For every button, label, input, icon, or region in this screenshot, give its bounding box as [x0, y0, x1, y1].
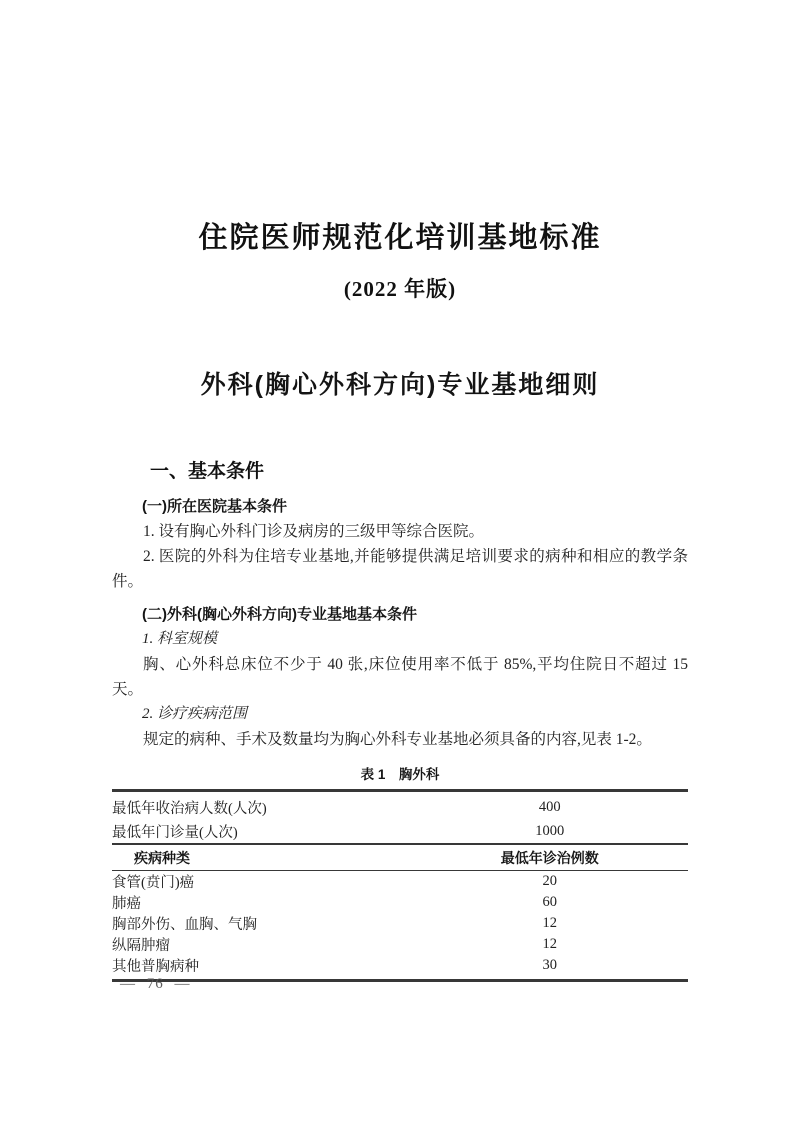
table-row	[112, 955, 688, 981]
subheading-department-scale: 1. 科室规模	[142, 631, 218, 647]
section-heading-basic-conditions: 一、基本条件	[150, 461, 265, 482]
table-row	[112, 871, 688, 893]
table-row	[112, 934, 688, 955]
row-label: 纵隔肿瘤	[112, 938, 170, 954]
doc-title: 住院医师规范化培训基地标准	[198, 222, 602, 254]
doc-edition: (2022 年版)	[343, 277, 457, 301]
paragraph-hospital-item2: 2. 医院的外科为住培专业基地,并能够提供满足培训要求的病种和相应的教学条件。	[112, 548, 688, 590]
row-value: 12	[542, 936, 557, 952]
subsection-hospital-conditions: (一)所在医院基本条件	[142, 498, 287, 515]
row-label: 其他普胸病种	[112, 955, 412, 981]
row-value: 60	[542, 894, 557, 910]
paragraph-hospital-item1: 1. 设有胸心外科门诊及病房的三级甲等综合医院。	[143, 523, 485, 540]
doc-subtitle: 外科(胸心外科方向)专业基地细则	[200, 371, 600, 399]
table-row	[112, 913, 688, 934]
row-value: 30	[412, 955, 688, 981]
table-row	[112, 892, 688, 913]
paragraph-disease-range: 规定的病种、手术及数量均为胸心外科专业基地必须具备的内容,见表 1-2。	[143, 731, 652, 748]
row-label: 食管(贲门)癌	[112, 875, 195, 891]
row-value: 12	[542, 915, 557, 931]
row-value: 20	[542, 873, 557, 889]
table1-thoracic-surgery	[112, 789, 688, 982]
subsection-base-conditions: (二)外科(胸心外科方向)专业基地基本条件	[142, 606, 417, 623]
row-label: 肺癌	[112, 896, 141, 912]
paragraph-department-scale: 胸、心外科总床位不少于 40 张,床位使用率不低于 85%,平均住院日不超过 15 天。	[112, 656, 688, 698]
table-row	[112, 791, 688, 820]
table1-caption: 表 1 胸外科	[360, 767, 440, 782]
table-header-row	[112, 844, 688, 871]
column-header-min-annual-cases: 最低年诊治例数	[412, 844, 688, 871]
subheading-disease-range: 2. 诊疗疾病范围	[142, 706, 248, 722]
footer-page-number: — 76 —	[120, 976, 191, 992]
row-label: 胸部外伤、血胸、气胸	[112, 917, 257, 933]
table-row	[112, 819, 688, 844]
row-value: 1000	[535, 822, 565, 839]
row-label: 最低年门诊量(人次)	[112, 824, 238, 841]
column-header-disease-type: 疾病种类	[112, 844, 412, 871]
row-value: 400	[412, 791, 688, 820]
row-label: 最低年收治病人数(人次)	[112, 791, 412, 820]
